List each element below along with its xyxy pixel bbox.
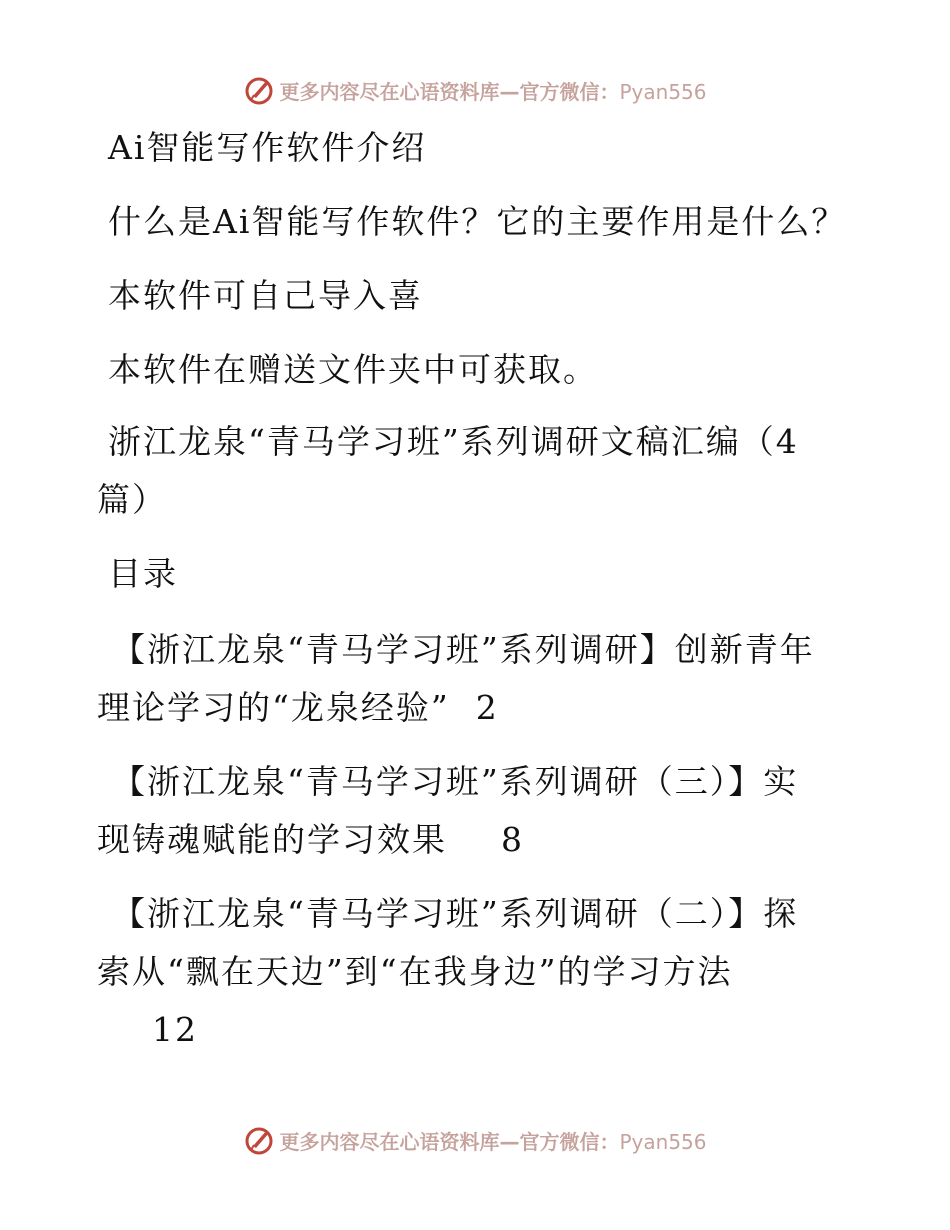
toc-entry-3-line2[interactable]: 索从“飘在天边”到“在我身边”的学习方法: [97, 952, 733, 991]
quill-logo-icon: [243, 1124, 275, 1156]
question-line: 什么是Ai智能写作软件？它的主要作用是什么？: [108, 202, 847, 241]
toc-entry-3-line1[interactable]: 【浙江龙泉“青马学习班”系列调研（二）】探: [112, 894, 799, 933]
toc-heading: 目录: [108, 554, 178, 593]
title-line: Ai智能写作软件介绍: [108, 128, 427, 167]
toc-entry-3-page: 12: [152, 1010, 198, 1049]
watermark-text: 更多内容尽在心语资料库—官方微信：Pyan556: [279, 1129, 707, 1154]
watermark-text: 更多内容尽在心语资料库—官方微信：Pyan556: [279, 79, 707, 104]
quill-logo-icon: [243, 74, 275, 106]
compilation-title-line2: 篇）: [97, 480, 167, 519]
footer-watermark: [0, 1120, 950, 1160]
header-watermark: [0, 70, 950, 110]
import-line: 本软件可自己导入喜: [108, 276, 423, 315]
folder-line: 本软件在赠送文件夹中可获取。: [108, 350, 598, 389]
compilation-title-line1: 浙江龙泉“青马学习班”系列调研文稿汇编（4: [108, 422, 799, 461]
toc-entry-2-page: 8: [501, 820, 524, 859]
toc-entry-1-line1[interactable]: 【浙江龙泉“青马学习班”系列调研】创新青年: [112, 630, 815, 669]
toc-entry-2-line2[interactable]: 现铸魂赋能的学习效果 8: [97, 810, 524, 870]
toc-entry-1-page: 2: [475, 688, 499, 727]
toc-entry-1-line2[interactable]: 理论学习的“龙泉经验” 2: [97, 678, 499, 738]
toc-entry-2-line1[interactable]: 【浙江龙泉“青马学习班”系列调研（三）】实: [112, 762, 799, 801]
